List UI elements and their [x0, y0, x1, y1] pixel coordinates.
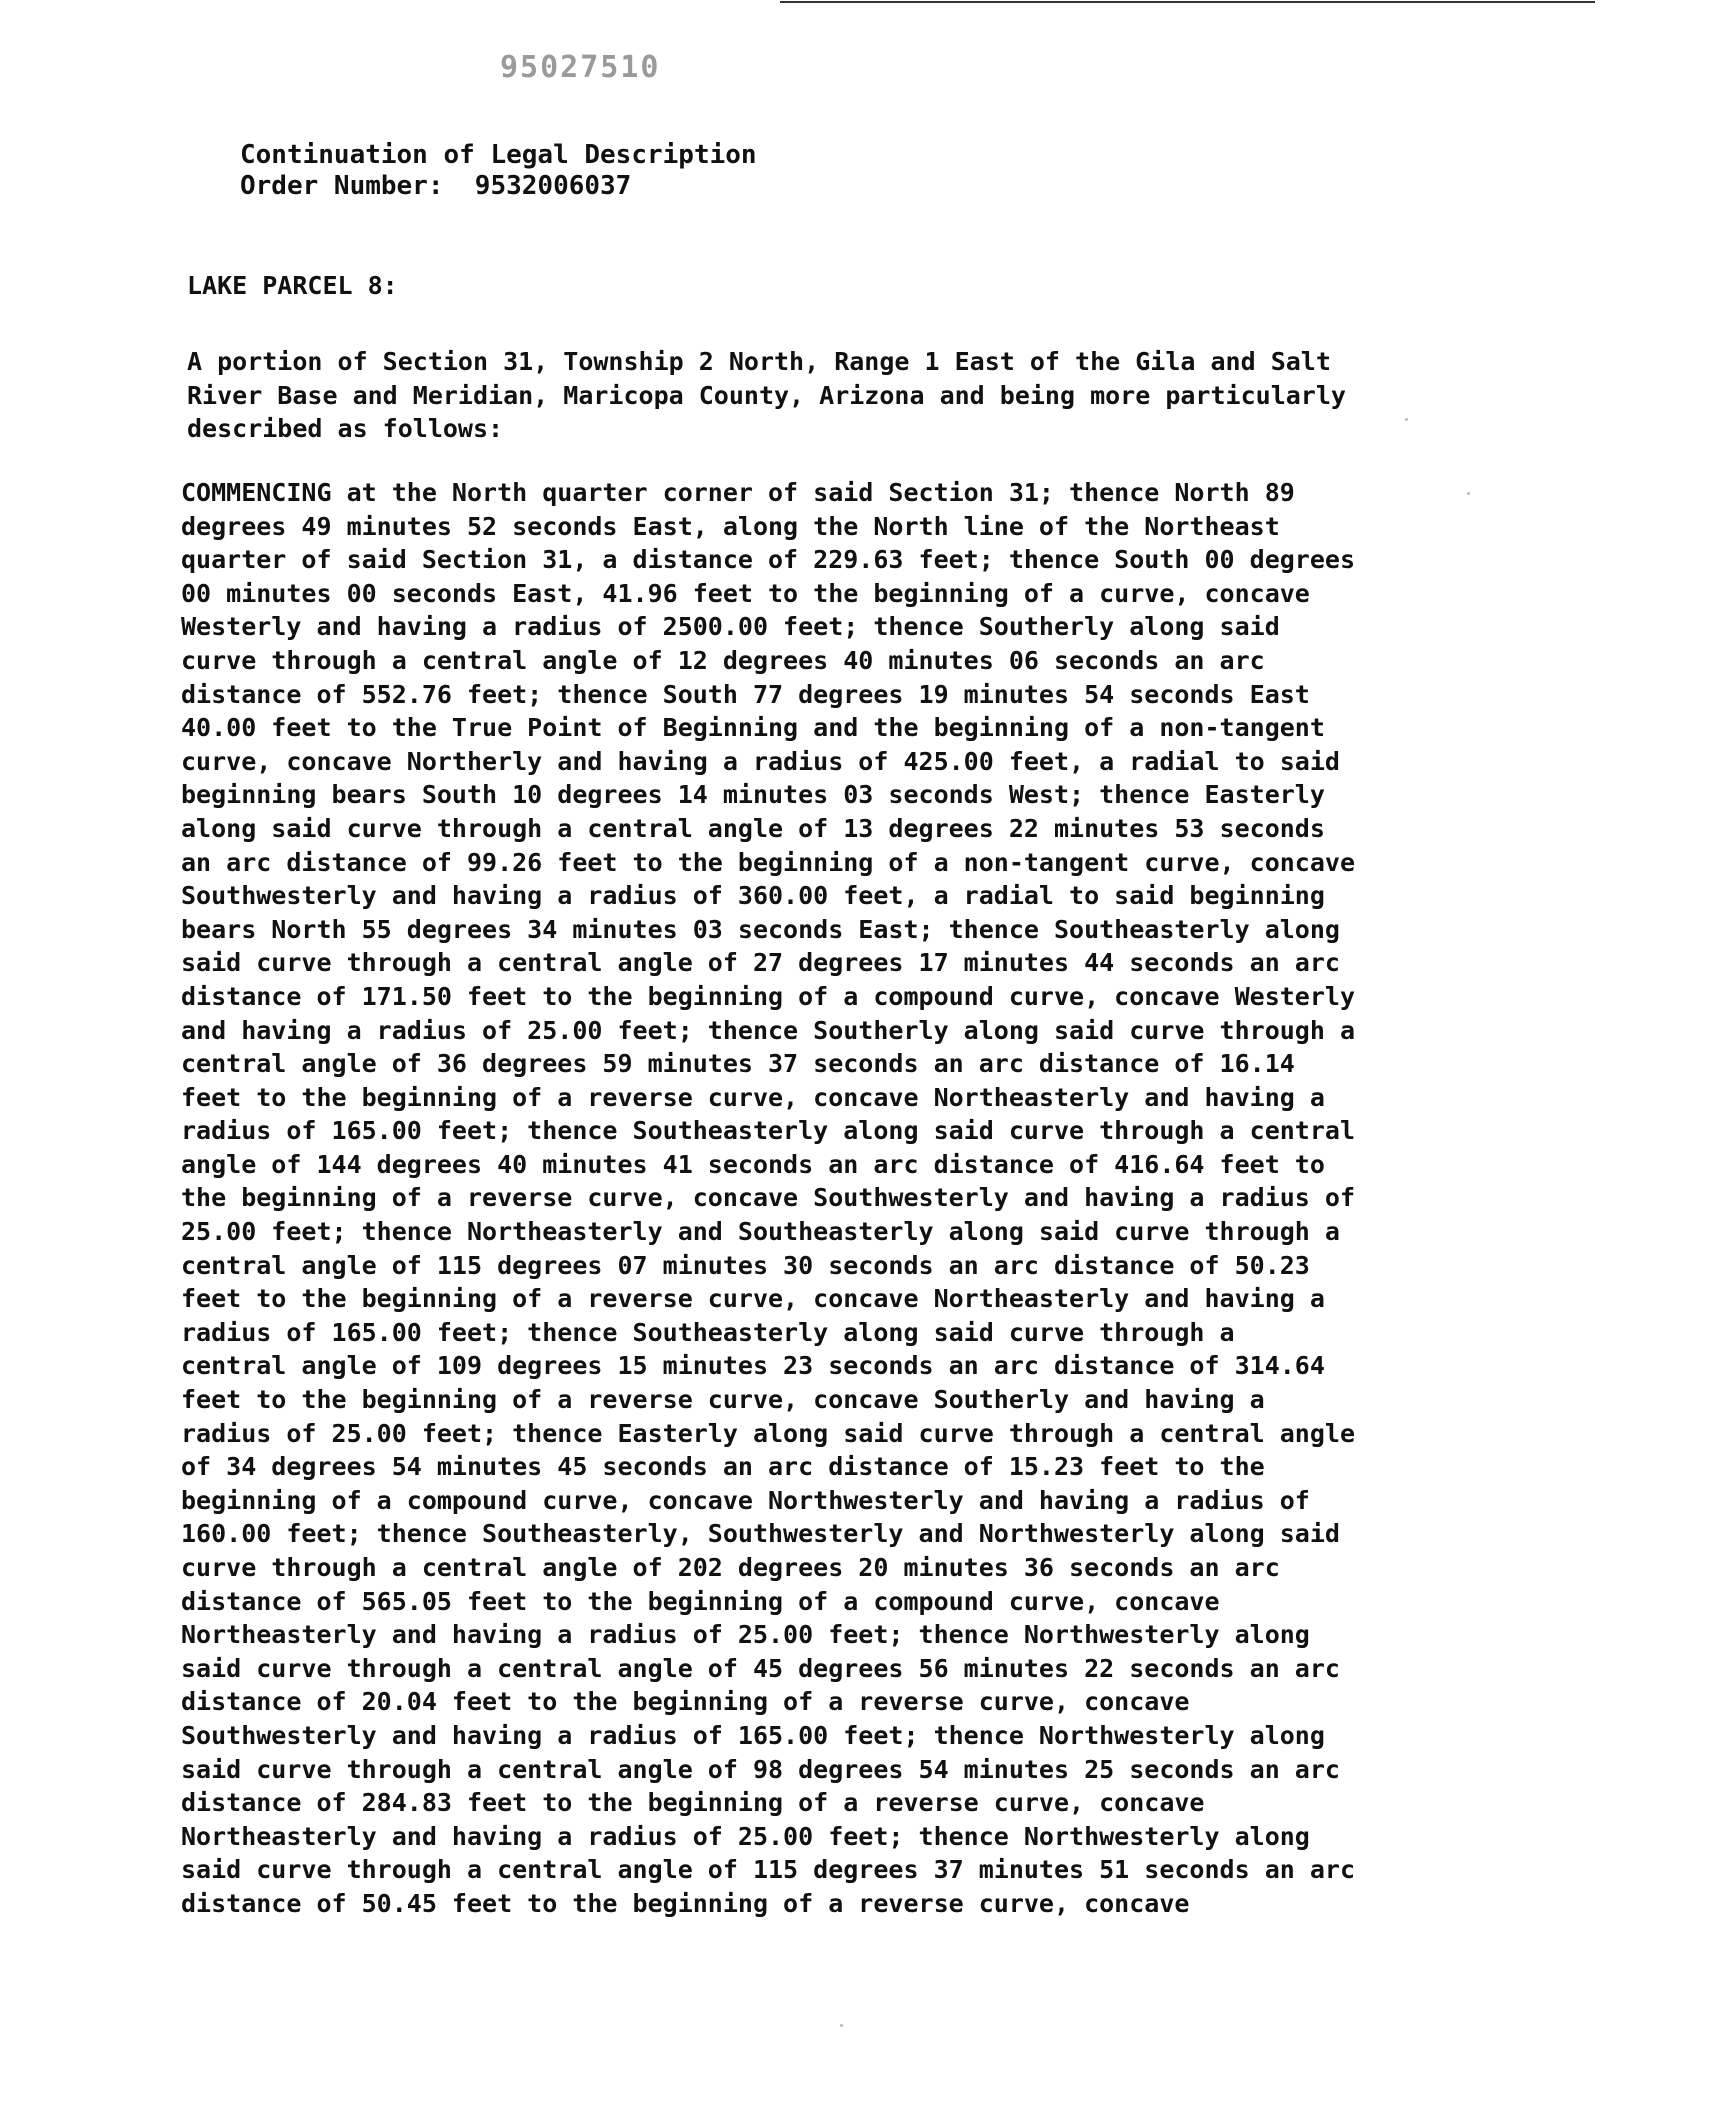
- description-line: feet to the beginning of a reverse curve, concave Northeasterly and having a: [181, 1284, 1325, 1314]
- description-line: beginning of a compound curve, concave Northwesterly and having a radius of: [181, 1485, 1310, 1515]
- document-title: Continuation of Legal Description: [240, 140, 757, 170]
- description-line: along said curve through a central angle of 13 degrees 22 minutes 53 seconds: [181, 813, 1325, 843]
- description-line: central angle of 115 degrees 07 minutes 30 seconds an arc distance of 50.23: [181, 1250, 1310, 1280]
- description-line: Northeasterly and having a radius of 25.00 feet; thence Northwesterly along: [181, 1620, 1310, 1650]
- legal-description-body: [181, 476, 1355, 1921]
- order-number: Order Number: 9532006037: [240, 171, 632, 201]
- description-line: central angle of 36 degrees 59 minutes 37 seconds an arc distance of 16.14: [181, 1049, 1295, 1079]
- description-line: feet to the beginning of a reverse curve, concave Southerly and having a: [181, 1385, 1265, 1415]
- description-line: distance of 552.76 feet; thence South 77 degrees 19 minutes 54 seconds East: [181, 679, 1310, 709]
- description-line: distance of 284.83 feet to the beginning of a reverse curve, concave: [181, 1788, 1205, 1818]
- description-line: central angle of 109 degrees 15 minutes 23 seconds an arc distance of 314.64: [181, 1351, 1325, 1381]
- description-line: of 34 degrees 54 minutes 45 seconds an arc distance of 15.23 feet to the: [181, 1452, 1265, 1482]
- intro-line: A portion of Section 31, Township 2 North, Range 1 East of the Gila and Salt: [187, 347, 1331, 376]
- description-line: angle of 144 degrees 40 minutes 41 seconds an arc distance of 416.64 feet to: [181, 1149, 1325, 1179]
- top-border-rule: [780, 1, 1595, 3]
- intro-line: River Base and Meridian, Maricopa County, Arizona and being more particularly: [187, 380, 1346, 410]
- description-line: an arc distance of 99.26 feet to the beginning of a non-tangent curve, concave: [181, 847, 1355, 877]
- description-line: Southwesterly and having a radius of 165.00 feet; thence Northwesterly along: [181, 1720, 1325, 1750]
- description-line: said curve through a central angle of 27 degrees 17 minutes 44 seconds an arc: [181, 948, 1340, 978]
- description-line: distance of 565.05 feet to the beginning of a compound curve, concave: [181, 1586, 1220, 1616]
- description-line: radius of 25.00 feet; thence Easterly along said curve through a central angle: [181, 1418, 1355, 1448]
- description-line: curve, concave Northerly and having a radius of 425.00 feet, a radial to said: [181, 746, 1340, 776]
- description-line: COMMENCING at the North quarter corner of said Section 31; thence North 89: [181, 478, 1295, 507]
- intro-paragraph: [187, 345, 1346, 446]
- description-line: 160.00 feet; thence Southeasterly, Southwesterly and Northwesterly along said: [181, 1519, 1340, 1549]
- description-line: bears North 55 degrees 34 minutes 03 seconds East; thence Southeasterly along: [181, 914, 1340, 944]
- description-line: curve through a central angle of 202 degrees 20 minutes 36 seconds an arc: [181, 1553, 1280, 1582]
- scan-speck: [1405, 418, 1408, 421]
- description-line: Westerly and having a radius of 2500.00 feet; thence Southerly along said: [181, 612, 1280, 642]
- scan-speck: [1467, 492, 1470, 495]
- description-line: distance of 171.50 feet to the beginning of a compound curve, concave Westerly: [181, 981, 1355, 1011]
- description-line: and having a radius of 25.00 feet; thence Southerly along said curve through a: [181, 1015, 1355, 1045]
- description-line: beginning bears South 10 degrees 14 minutes 03 seconds West; thence Easterly: [181, 780, 1325, 810]
- description-line: quarter of said Section 31, a distance of 229.63 feet; thence South 00 degrees: [181, 545, 1355, 575]
- intro-line: described as follows:: [187, 414, 504, 444]
- description-line: the beginning of a reverse curve, concave Southwesterly and having a radius of: [181, 1183, 1355, 1213]
- description-line: said curve through a central angle of 115 degrees 37 minutes 51 seconds an arc: [181, 1855, 1355, 1885]
- description-line: distance of 50.45 feet to the beginning of a reverse curve, concave: [181, 1888, 1190, 1918]
- description-line: radius of 165.00 feet; thence Southeasterly along said curve through a central: [181, 1116, 1355, 1146]
- description-line: said curve through a central angle of 98 degrees 54 minutes 25 seconds an arc: [181, 1754, 1340, 1784]
- description-line: Northeasterly and having a radius of 25.00 feet; thence Northwesterly along: [181, 1821, 1310, 1851]
- description-line: curve through a central angle of 12 degrees 40 minutes 06 seconds an arc: [181, 645, 1265, 675]
- description-line: 00 minutes 00 seconds East, 41.96 feet to the beginning of a curve, concave: [181, 578, 1310, 608]
- parcel-title: LAKE PARCEL 8:: [187, 271, 398, 300]
- description-line: said curve through a central angle of 45 degrees 56 minutes 22 seconds an arc: [181, 1653, 1340, 1683]
- scan-speck: [840, 2024, 843, 2027]
- description-line: Southwesterly and having a radius of 360.00 feet, a radial to said beginning: [181, 881, 1325, 911]
- description-line: feet to the beginning of a reverse curve, concave Northeasterly and having a: [181, 1082, 1325, 1112]
- description-line: degrees 49 minutes 52 seconds East, along the North line of the Northeast: [181, 511, 1280, 541]
- description-line: 40.00 feet to the True Point of Beginning and the beginning of a non-tangent: [181, 713, 1325, 743]
- recording-stamp-number: 95027510: [500, 50, 661, 85]
- description-line: distance of 20.04 feet to the beginning of a reverse curve, concave: [181, 1687, 1190, 1717]
- description-line: 25.00 feet; thence Northeasterly and Southeasterly along said curve through a: [181, 1217, 1340, 1247]
- description-line: radius of 165.00 feet; thence Southeasterly along said curve through a: [181, 1317, 1235, 1347]
